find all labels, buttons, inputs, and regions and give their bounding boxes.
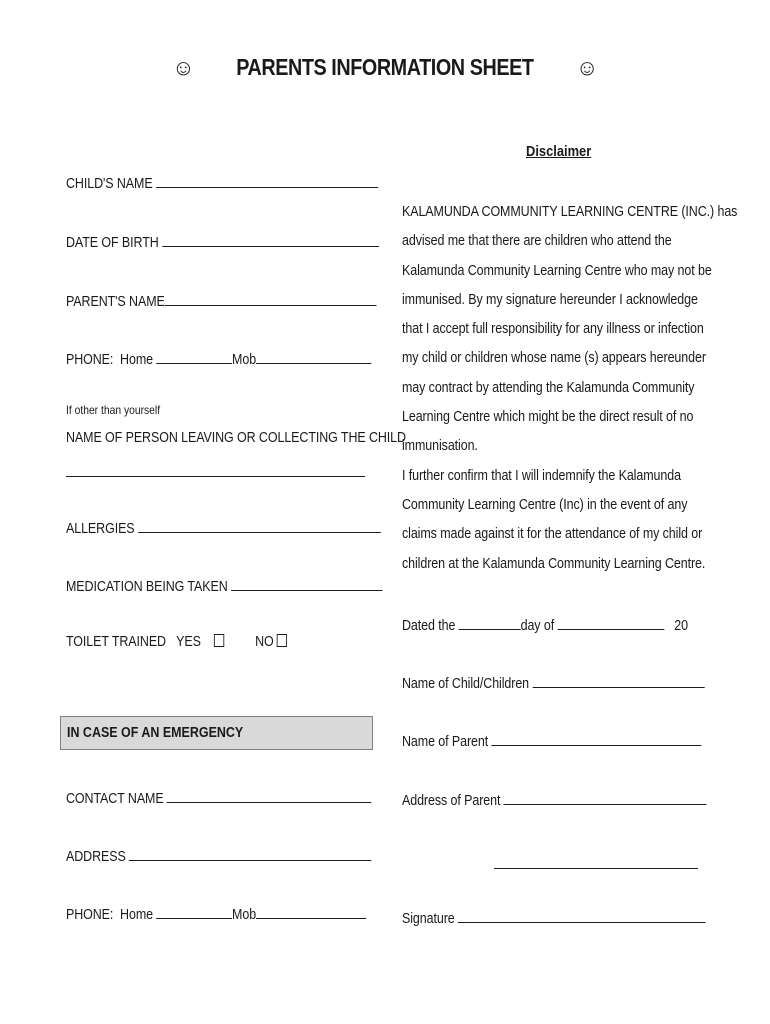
mob-phone-field[interactable] [256,349,371,364]
childs-name-label: CHILD'S NAME [66,176,153,192]
disclaimer-line: immunisation. [402,438,478,455]
contact-name-label: CONTACT NAME [66,791,164,807]
contact-name-row [66,788,372,807]
disclaimer-line: Learning Centre which might be the direct result of no [402,409,694,426]
home-label: Home [120,352,153,368]
disclaimer-line: Community Learning Centre (Inc) in the event of any [402,496,688,513]
medication-field[interactable] [231,576,382,591]
yes-checkbox[interactable] [214,634,224,647]
name-of-child-field[interactable] [532,673,704,688]
phone-label: PHONE: [66,352,114,368]
emergency-header-text: IN CASE OF AN EMERGENCY [67,725,244,741]
emergency-phone-row [66,904,366,923]
smiley-icon: ☺ [575,55,598,80]
person-leaving-label: NAME OF PERSON LEAVING OR COLLECTING THE CHILD [66,430,406,446]
dated-the-label: Dated the [402,618,456,634]
disclaimer-line: immunised. By my signature hereunder I acknowledge [402,291,698,308]
toilet-trained-label: TOILET TRAINED [66,634,166,650]
signature-label: Signature [402,911,455,927]
disclaimer-line: KALAMUNDA COMMUNITY LEARNING CENTRE (INC.) has [402,204,738,220]
disclaimer-line: advised me that there are children who attend the [402,233,672,250]
name-of-parent-row [402,731,701,750]
address-label: ADDRESS [66,849,126,865]
emergency-phone-label: PHONE: [66,907,114,923]
name-of-child-label: Name of Child/Children [402,676,530,692]
emergency-mob-label: Mob [232,907,257,923]
disclaimer-line: claims made against it for the attendance of my child or [402,526,703,543]
title-text: PARENTS INFORMATION SHEET [236,54,534,80]
disclaimer-line: children at the Kalamunda Community Learning Centre. [402,555,706,572]
signature-field[interactable] [458,908,706,923]
disclaimer-title: Disclaimer [526,143,592,160]
contact-name-field[interactable] [167,788,372,803]
disclaimer-line: may contract by attending the Kalamunda Community [402,379,695,396]
address-field[interactable] [129,846,372,861]
address-of-parent-field[interactable] [504,790,707,805]
toilet-trained-row [66,634,287,650]
page-title [0,54,770,81]
allergies-label: ALLERGIES [66,521,135,537]
emergency-home-field[interactable] [156,904,232,919]
medication-label: MEDICATION BEING TAKEN [66,579,228,595]
no-checkbox[interactable] [277,634,287,647]
date-of-birth-field[interactable] [162,232,379,247]
disclaimer-line: that I accept full responsibility for any illness or infection [402,321,704,338]
name-of-parent-field[interactable] [492,731,702,746]
day-of-label: day of [520,618,555,634]
date-of-birth-row [66,232,379,251]
disclaimer-line: my child or children whose name (s) appears hereunder [402,350,706,367]
signature-row [402,908,706,927]
person-leaving-field[interactable] [66,476,365,477]
childs-name-row [66,173,378,192]
medication-row [66,576,382,595]
parents-name-label: PARENT'S NAME [66,294,165,310]
allergies-row [66,518,380,537]
address-of-parent-label: Address of Parent [402,793,501,809]
dated-day-field[interactable] [459,615,521,630]
disclaimer-paragraph [402,198,738,579]
if-other-note: If other than yourself [66,403,161,417]
allergies-field[interactable] [138,518,381,533]
parents-name-row [66,291,376,310]
parents-name-field[interactable] [165,291,377,306]
emergency-home-label: Home [120,907,153,923]
address-of-parent-field-2[interactable] [494,868,698,869]
emergency-header [60,716,373,750]
emergency-mob-field[interactable] [256,904,366,919]
disclaimer-line: Kalamunda Community Learning Centre who may not be [402,262,712,279]
year-prefix: 20 [674,618,688,634]
mob-label: Mob [232,352,257,368]
disclaimer-line: I further confirm that I will indemnify the Kalamunda [402,467,681,484]
dated-row [402,615,688,634]
dated-month-field[interactable] [557,615,664,630]
yes-label: YES [176,634,201,650]
name-of-parent-label: Name of Parent [402,734,489,750]
name-of-child-row [402,673,704,692]
home-phone-field[interactable] [156,349,232,364]
no-label: NO [255,634,274,650]
childs-name-field[interactable] [156,173,378,188]
address-of-parent-row [402,790,707,809]
smiley-icon: ☺ [172,55,195,80]
address-row [66,846,372,865]
phone-row [66,349,371,368]
date-of-birth-label: DATE OF BIRTH [66,235,159,251]
